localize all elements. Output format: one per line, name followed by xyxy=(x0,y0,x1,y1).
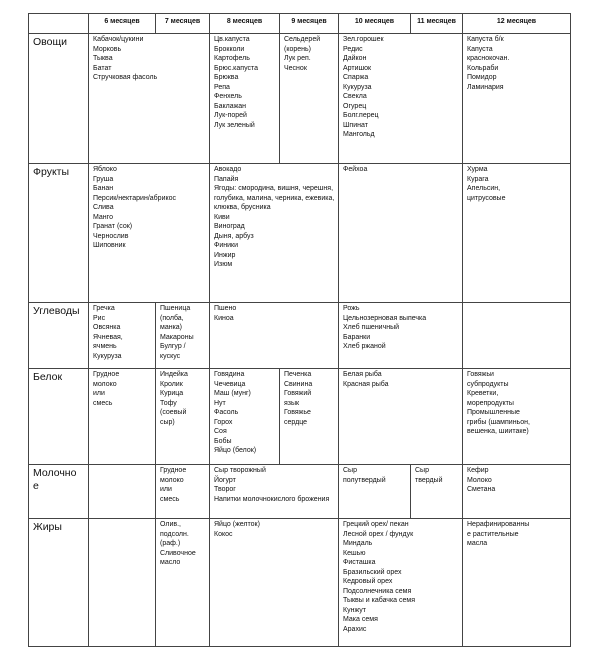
food-item: Ламинария xyxy=(467,83,504,91)
row-dairy xyxy=(29,465,571,519)
food-item: Цельнозерновая выпечка xyxy=(343,314,427,322)
food-item: Печенка xyxy=(284,371,312,378)
food-item: твердый xyxy=(415,476,443,484)
cell-fats-6m xyxy=(89,519,156,647)
food-item: или xyxy=(160,486,172,494)
cell-protein-8m xyxy=(210,369,280,465)
food-item: Тофу xyxy=(160,399,177,407)
food-item: Груша xyxy=(93,175,114,183)
food-item: Инжир xyxy=(214,251,236,259)
header-10-months: 10 месяцев xyxy=(339,14,411,34)
food-item: Ячневая, xyxy=(93,333,123,341)
food-item: Кабачок/цукини xyxy=(93,36,144,43)
food-item: Бразильский орех xyxy=(343,568,402,576)
food-item: Яйцо (желток) xyxy=(214,521,260,528)
food-item: Рожь xyxy=(343,305,360,312)
food-item: Курица xyxy=(160,390,184,398)
food-item: Сливочное xyxy=(160,549,196,557)
food-item: Картофель xyxy=(214,55,250,63)
food-item: Ягоды: смородина, вишня, черешня, голубика, малина, черника, ежевика, клюква, брусника xyxy=(214,185,335,212)
food-item: Чечевица xyxy=(214,380,246,388)
cell-vegetables-12m xyxy=(463,34,571,164)
cell-carbs-7m xyxy=(156,303,210,369)
row-label-fats: Жиры xyxy=(29,519,89,647)
cell-dairy-12m xyxy=(463,465,571,519)
food-item: Спаржа xyxy=(343,74,369,82)
food-item: Киви xyxy=(214,213,230,221)
food-item: Киноа xyxy=(214,314,234,322)
cell-vegetables-8m xyxy=(210,34,280,164)
row-carbohydrates xyxy=(29,303,571,369)
food-item: Творог xyxy=(214,486,236,494)
food-item: (раф.) xyxy=(160,540,181,548)
food-item: (соевый xyxy=(160,409,187,417)
food-item: Кунжут xyxy=(343,606,366,614)
food-item: Говяжий xyxy=(284,390,312,398)
food-item: грибы (шампиньон, xyxy=(467,418,530,426)
food-item: масло xyxy=(160,559,181,567)
food-item: Свекла xyxy=(343,93,367,101)
food-item: язык xyxy=(284,399,300,407)
food-item: Баклажан xyxy=(214,102,247,110)
cell-vegetables-9m xyxy=(280,34,339,164)
cell-carbs-10m xyxy=(339,303,463,369)
food-item: Дыня, арбуз xyxy=(214,232,254,240)
cell-fats-8m xyxy=(210,519,339,647)
cell-protein-12m xyxy=(463,369,571,465)
food-item: Цв.капуста xyxy=(214,36,250,43)
food-item: Маш (мунг) xyxy=(214,390,251,398)
food-item: масла xyxy=(467,540,488,548)
food-item: Хурма xyxy=(467,166,488,173)
food-item: Булгур / xyxy=(160,343,186,351)
cell-fruits-12m xyxy=(463,164,571,303)
food-item: субпродукты xyxy=(467,380,509,388)
food-item: Стручковая фасоль xyxy=(93,74,158,82)
food-item: Изюм xyxy=(214,261,233,269)
food-item: Огурец xyxy=(343,102,367,110)
food-item: Молоко xyxy=(467,476,492,484)
row-label-vegetables: Овощи xyxy=(29,34,89,164)
food-item: Банан xyxy=(93,185,114,193)
food-item: Редис xyxy=(343,45,363,53)
food-item: Подсолнечника семя xyxy=(343,587,412,595)
food-item: Шиповник xyxy=(93,242,126,250)
food-item: Пшено xyxy=(214,305,237,312)
food-item: Лесной орех / фундук xyxy=(343,530,414,538)
food-item: Макароны xyxy=(160,333,194,341)
cell-vegetables-6m xyxy=(89,34,210,164)
food-item: Красная рыба xyxy=(343,380,389,388)
cell-carbs-8m xyxy=(210,303,339,369)
food-item: Рис xyxy=(93,314,106,322)
food-item: Олив., xyxy=(160,521,181,528)
food-item: Сыр творожный xyxy=(214,467,266,474)
food-item: Бобы xyxy=(214,437,232,445)
food-item: Арахис xyxy=(343,625,367,633)
food-item: смесь xyxy=(93,399,113,407)
food-item: кускус xyxy=(160,352,181,360)
header-11-months: 11 месяцев xyxy=(411,14,463,34)
row-label-carbohydrates: Углеводы xyxy=(29,303,89,369)
food-item: Лук-порей xyxy=(214,112,247,120)
cell-vegetables-10m xyxy=(339,34,463,164)
row-label-protein: Белок xyxy=(29,369,89,465)
cell-carbs-12m xyxy=(463,303,571,369)
food-item: Персик/нектарин/абрикос xyxy=(93,194,177,202)
cell-dairy-8m xyxy=(210,465,339,519)
food-item: Кролик xyxy=(160,380,183,388)
food-item: вешенка, шиитаке) xyxy=(467,428,529,436)
cell-fruits-6m xyxy=(89,164,210,303)
food-item: Кокос xyxy=(214,530,233,538)
food-item: Грудное xyxy=(160,467,187,474)
food-item: молоко xyxy=(93,380,117,388)
row-label-dairy xyxy=(29,465,89,519)
food-item: Слива xyxy=(93,204,114,212)
food-item: Пшеница xyxy=(160,305,191,312)
food-item: Помидор xyxy=(467,74,497,82)
food-item: Говяжьи xyxy=(467,371,494,378)
cell-protein-9m xyxy=(280,369,339,465)
food-item: (полба, xyxy=(160,314,184,322)
food-item: Сметана xyxy=(467,486,496,494)
food-item: Капуста б/к xyxy=(467,36,504,43)
food-item: Кольраби xyxy=(467,64,499,72)
food-item: Шпинат xyxy=(343,121,368,129)
cell-dairy-7m xyxy=(156,465,210,519)
food-item: Сельдерей (корень) xyxy=(284,36,321,53)
food-item: сыр) xyxy=(160,418,175,426)
food-item: Говядина xyxy=(214,371,245,378)
food-item: Хлеб пшеничный xyxy=(343,324,400,332)
food-item: Артишок xyxy=(343,64,372,72)
cell-protein-6m xyxy=(89,369,156,465)
cell-fats-12m xyxy=(463,519,571,647)
row-fats xyxy=(29,519,571,647)
corner-cell xyxy=(29,14,89,34)
food-item: Фенхель xyxy=(214,93,242,101)
food-item: Яблоко xyxy=(93,166,117,173)
food-item: Финики xyxy=(214,242,238,250)
food-item: Зел.горошек xyxy=(343,36,384,43)
food-item: Напитки молочнокислого брожения xyxy=(214,495,330,503)
feeding-table-wrap xyxy=(28,13,571,647)
food-item: Белая рыба xyxy=(343,371,382,378)
food-item: полутвердый xyxy=(343,476,386,484)
food-item: подсолн. xyxy=(160,530,189,538)
food-item: манка) xyxy=(160,324,183,332)
food-item: Капуста xyxy=(467,45,493,53)
food-item: Фейхоа xyxy=(343,166,368,173)
food-item: краснокочан. xyxy=(467,55,510,63)
food-item: е растительные xyxy=(467,530,519,538)
food-item: Тыква xyxy=(93,55,113,63)
food-item: Кедровый орех xyxy=(343,578,393,586)
header-8-months: 8 месяцев xyxy=(210,14,280,34)
food-item: Апельсин, xyxy=(467,185,501,193)
row-vegetables xyxy=(29,34,571,164)
food-item: Папайя xyxy=(214,175,239,183)
food-item: Йогурт xyxy=(214,476,236,484)
food-item: Болг.перец xyxy=(343,112,379,120)
food-item: Овсянка xyxy=(93,324,121,332)
cell-dairy-11m xyxy=(411,465,463,519)
food-item: Кешью xyxy=(343,549,366,557)
food-item: Виноград xyxy=(214,223,245,231)
food-item: Репа xyxy=(214,83,230,91)
food-item: Курага xyxy=(467,175,489,183)
food-item: сердце xyxy=(284,418,308,426)
food-item: Горох xyxy=(214,418,233,426)
cell-fruits-8m xyxy=(210,164,339,303)
cell-carbs-6m xyxy=(89,303,156,369)
food-item: Кефир xyxy=(467,467,489,474)
food-item: Батат xyxy=(93,64,112,72)
food-item: Фасоль xyxy=(214,409,239,417)
food-item: цитрусовые xyxy=(467,194,506,202)
food-item: Брюква xyxy=(214,74,239,82)
food-item: Тыквы и кабачка семя xyxy=(343,597,416,605)
cell-fats-7m xyxy=(156,519,210,647)
food-item: Гранат (сок) xyxy=(93,223,133,231)
food-item: Миндаль xyxy=(343,540,373,548)
food-item: Креветки, xyxy=(467,390,499,398)
cell-fruits-10m xyxy=(339,164,463,303)
food-item: Промышленные xyxy=(467,409,520,417)
food-item: Дайкон xyxy=(343,55,367,63)
food-item: Брокколи xyxy=(214,45,245,53)
food-item: молоко xyxy=(160,476,184,484)
food-item: Сыр xyxy=(415,467,429,474)
food-item: Авокадо xyxy=(214,166,242,173)
cell-protein-7m xyxy=(156,369,210,465)
food-item: или xyxy=(93,390,105,398)
food-item: Соя xyxy=(214,428,227,436)
food-item: Лук реп. xyxy=(284,55,311,63)
food-item: ячмень xyxy=(93,343,117,351)
row-protein xyxy=(29,369,571,465)
food-item: Морковь xyxy=(93,45,122,53)
food-item: Гречка xyxy=(93,305,115,312)
cell-fats-10m xyxy=(339,519,463,647)
food-item: Баранки xyxy=(343,333,371,341)
food-item: Кукуруза xyxy=(93,352,122,360)
food-item: Мангольд xyxy=(343,131,375,139)
food-item: Сыр xyxy=(343,467,357,474)
row-fruits xyxy=(29,164,571,303)
food-item: Хлеб ржаной xyxy=(343,343,386,351)
food-item: Кукуруза xyxy=(343,83,372,91)
food-item: Нерафинированны xyxy=(467,521,530,528)
food-item: Яйцо (белок) xyxy=(214,447,257,455)
food-item: смесь xyxy=(160,495,180,503)
header-7-months: 7 месяцев xyxy=(156,14,210,34)
food-item: Фисташка xyxy=(343,559,376,567)
header-9-months: 9 месяцев xyxy=(280,14,339,34)
row-label-dairy-text: Молочное xyxy=(33,467,77,492)
food-item: Чеснок xyxy=(284,64,307,72)
food-item: Нут xyxy=(214,399,226,407)
food-item: Мака семя xyxy=(343,616,378,624)
complementary-feeding-table xyxy=(28,13,571,647)
food-item: Брюс.капуста xyxy=(214,64,259,72)
food-item: Грецкий орех/ пекан xyxy=(343,521,409,528)
food-item: Свинина xyxy=(284,380,313,388)
header-6-months: 6 месяцев xyxy=(89,14,156,34)
cell-protein-10m xyxy=(339,369,463,465)
food-item: Чернослив xyxy=(93,232,129,240)
header-row xyxy=(29,14,571,34)
food-item: морепродукты xyxy=(467,399,514,407)
header-12-months: 12 месяцев xyxy=(463,14,571,34)
food-item: Лук зеленый xyxy=(214,121,255,129)
cell-dairy-6m xyxy=(89,465,156,519)
food-item: Индейка xyxy=(160,371,188,378)
food-item: Говяжье xyxy=(284,409,311,417)
row-label-fruits: Фрукты xyxy=(29,164,89,303)
cell-dairy-10m xyxy=(339,465,411,519)
food-item: Грудное xyxy=(93,371,120,378)
food-item: Манго xyxy=(93,213,113,221)
